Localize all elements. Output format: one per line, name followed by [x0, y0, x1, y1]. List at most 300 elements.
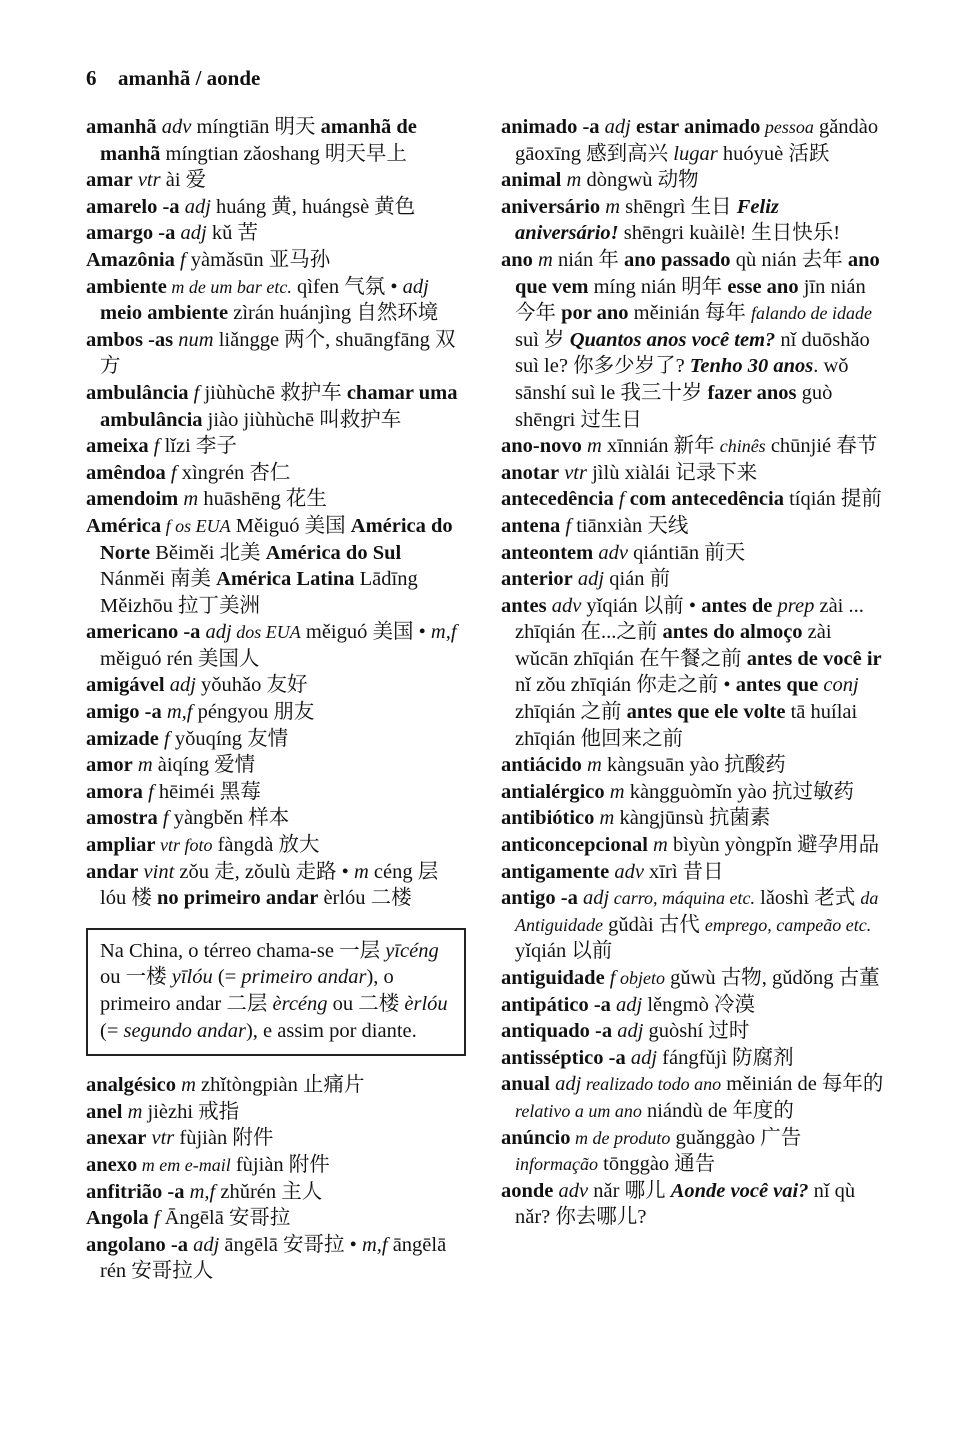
dictionary-entry	[501, 805, 886, 832]
translation-text: měinián de 每年的	[721, 1073, 884, 1096]
translation-text: míngtian zǎoshang 明天早上	[160, 142, 407, 165]
translation-text: āngēlā 安哥拉 •	[219, 1233, 362, 1256]
headword-text: antiguidade	[501, 967, 605, 989]
translation-text: qìfen 气氛 •	[291, 275, 403, 298]
label-text: prep	[772, 594, 815, 617]
headword-text: amigável	[86, 674, 165, 697]
headword-text: antes de você ir	[746, 647, 882, 670]
translation-text: nǐ duōshǎo suì le? 你多少岁了?	[515, 328, 870, 378]
dictionary-entry	[501, 433, 886, 460]
label-text: m de um bar etc.	[166, 276, 292, 297]
label-text: yīcéng	[385, 939, 439, 962]
dictionary-entry	[501, 752, 886, 779]
dictionary-entry	[501, 779, 886, 806]
label-text: f	[604, 967, 616, 989]
headword-text: anúncio	[501, 1126, 571, 1149]
dictionary-entry	[86, 1152, 466, 1179]
translation-text: (=	[100, 1019, 124, 1042]
label-text: m em e-mail	[137, 1154, 231, 1175]
dictionary-entry	[86, 433, 466, 460]
dictionary-entry	[86, 752, 466, 779]
dictionary-entry	[86, 327, 466, 380]
headword-text: antes	[501, 594, 547, 617]
label-text: conj	[818, 674, 859, 697]
label-text: f	[165, 461, 177, 484]
translation-text: shēngri kuàilè! 生日快乐!	[618, 222, 841, 245]
dictionary-entry	[501, 992, 886, 1019]
headword-text: por ano	[561, 302, 629, 325]
label-text: f	[157, 807, 169, 830]
headword-text: antipático -a	[501, 993, 611, 1016]
translation-text: kàngsuān yào 抗酸药	[601, 754, 786, 777]
dictionary-entry	[86, 1205, 466, 1232]
headword-text: antes do almoço	[662, 621, 803, 644]
dictionary-entry	[501, 1125, 886, 1178]
dictionary-entry	[86, 1125, 466, 1152]
dictionary-entry	[86, 114, 466, 167]
translation-text: Āngēlā 安哥拉	[159, 1207, 291, 1230]
label-text: objeto	[615, 968, 665, 988]
headword-text: América do Sul	[265, 541, 402, 564]
dictionary-entry	[86, 1179, 466, 1206]
label-text: adv	[609, 860, 644, 883]
translation-text: nǐ qù nǎr? 你去哪儿?	[515, 1179, 856, 1229]
translation-text: jièzhi 戒指	[142, 1100, 240, 1123]
headword-text: amargo -a	[86, 222, 176, 245]
label-text: m	[175, 1074, 196, 1097]
dictionary-entry	[501, 1178, 886, 1231]
translation-text: yǒuqíng 友情	[169, 727, 289, 750]
headword-text: aonde	[501, 1179, 554, 1202]
translation-text: ), o primeiro andar 二层	[100, 966, 394, 1015]
translation-text: Na China, o térreo chama-se 一层	[100, 939, 386, 962]
headword-text: América do Norte	[100, 514, 453, 564]
headword-text: anteontem	[501, 541, 594, 564]
translation-text: āngēlā rén 安哥拉人	[100, 1233, 447, 1283]
label-text: adj	[164, 674, 196, 697]
entry-list	[501, 114, 886, 1231]
dictionary-entry	[86, 859, 466, 912]
dictionary-entry	[501, 965, 886, 992]
headword-text: chamar uma ambulância	[100, 381, 458, 431]
dictionary-entry	[501, 566, 886, 593]
label-text: primeiro andar	[241, 966, 367, 989]
translation-text: gǎndào gāoxīng 感到高兴	[515, 116, 879, 165]
label-text: yīlóu	[171, 966, 213, 989]
dictionary-entry	[86, 167, 466, 194]
headword-text: América Latina	[216, 568, 355, 591]
dictionary-entry	[501, 1045, 886, 1072]
headword-text: antena	[501, 514, 561, 537]
label-text: èrcéng	[272, 993, 328, 1015]
translation-text: ou 二楼	[327, 993, 405, 1015]
label-text: m	[600, 195, 621, 218]
dictionary-entry	[86, 699, 466, 726]
translation-text: zhīqián 之前	[515, 701, 627, 724]
translation-text: ou 一楼	[100, 966, 172, 989]
translation-text: Měiguó 美国	[230, 514, 351, 537]
translation-text: měiguó 美国 •	[300, 621, 431, 644]
label-text: lugar	[673, 142, 718, 165]
translation-text: míngtiān 明天	[191, 116, 321, 138]
translation-text: guǎnggào 广告	[670, 1126, 802, 1149]
translation-text: tōnggào 通告	[598, 1153, 716, 1176]
headword-text: Amazônia	[86, 248, 175, 271]
label-text: adj	[610, 993, 643, 1016]
headword-text: anfitrião -a	[86, 1180, 185, 1203]
headword-text: ambulância	[86, 381, 189, 404]
label-text: m	[594, 807, 615, 830]
translation-text: měiguó rén 美国人	[100, 647, 260, 670]
translation-text: chūnjié 春节	[765, 435, 878, 458]
headword-text: antes de	[701, 594, 773, 617]
translation-text: lǐzi 李子	[159, 435, 237, 458]
translation-text: tā huílai zhīqián 他回来之前	[515, 701, 858, 750]
label-text: carro, máquina etc.	[609, 888, 756, 909]
headword-text: antibiótico	[501, 807, 595, 830]
label-text: vtr	[146, 1127, 175, 1150]
translation-text: ), e assim por diante.	[245, 1019, 417, 1042]
label-text: emprego, campeão etc.	[704, 914, 872, 935]
label-text: segundo andar	[123, 1019, 246, 1042]
translation-text: zài wǔcān zhīqián 在午餐之前	[515, 621, 832, 670]
headword-text: ambiente	[86, 275, 167, 298]
translation-text: kàngjūnsù 抗菌素	[614, 807, 771, 830]
headword-text: anexar	[86, 1127, 147, 1150]
headword-text: amigo -a	[86, 701, 162, 724]
label-text: adj	[550, 1073, 582, 1096]
label-text: èrlóu	[404, 993, 448, 1015]
label-text: m	[353, 860, 369, 883]
dictionary-entry	[86, 672, 466, 699]
label-text: m	[122, 1100, 143, 1123]
label-text: adv	[156, 116, 192, 138]
headword-text: ameixa	[86, 435, 149, 458]
translation-text: hēiméi 黑莓	[153, 780, 261, 803]
label-text: chinês	[719, 436, 766, 457]
translation-text: zhǔrén 主人	[215, 1180, 323, 1203]
headword-text: amizade	[86, 727, 159, 750]
label-text: f	[148, 435, 160, 458]
dictionary-entry	[501, 513, 886, 540]
translation-text: xīnnián 新年	[601, 435, 720, 458]
translation-text: kàngguòmǐn yào 抗过敏药	[624, 780, 855, 803]
translation-text: fùjiàn 附件	[174, 1127, 274, 1150]
label-text: m,f	[184, 1180, 216, 1203]
label-text: num	[173, 328, 214, 351]
headword-text: anual	[501, 1073, 550, 1096]
headword-text: amora	[86, 780, 143, 803]
label-text: m	[604, 780, 625, 803]
translation-text: fùjiàn 附件	[230, 1153, 330, 1176]
translation-text: zǒu 走, zǒulù 走路 •	[174, 860, 354, 883]
headword-text: aniversário	[501, 195, 601, 218]
dictionary-entry	[501, 247, 886, 433]
label-text: da Antiguidade	[515, 888, 879, 935]
translation-text: zài ... zhīqián 在...之前	[515, 594, 864, 644]
translation-text: huāshēng 花生	[198, 488, 327, 511]
translation-text: jīn nián 今年	[515, 275, 866, 325]
headword-text: amarelo -a	[86, 195, 180, 218]
dictionary-entry	[86, 1099, 466, 1126]
guide-words: amanhã / aonde	[118, 66, 261, 90]
headword-text: anel	[86, 1100, 123, 1123]
label-text: m	[581, 754, 602, 777]
headword-text: antiácido	[501, 754, 582, 777]
label-text: vtr	[132, 169, 161, 192]
dictionary-entry	[86, 247, 466, 274]
left-column	[86, 114, 466, 1285]
usage-note-box	[86, 928, 466, 1056]
translation-text: zhǐtòngpiàn 止痛片	[195, 1074, 365, 1097]
translation-text: yǐqián 以前	[515, 940, 613, 963]
headword-text: Angola	[86, 1207, 149, 1230]
label-text: m,f	[361, 1233, 388, 1256]
translation-text: Lādīng Měizhōu 拉丁美洲	[100, 568, 418, 617]
label-text: adj	[200, 621, 232, 644]
dictionary-entry	[86, 513, 466, 619]
page-number: 6	[86, 66, 97, 90]
label-text: m	[132, 754, 153, 777]
translation-text: bìyùn yòngpǐn 避孕用品	[667, 834, 880, 857]
headword-text: amostra	[86, 807, 158, 830]
dictionary-entry	[86, 274, 466, 327]
translation-text: měinián 每年	[628, 302, 751, 325]
label-text: adj	[625, 1046, 658, 1069]
headword-text: antes que	[735, 674, 819, 697]
dictionary-entry	[501, 114, 886, 167]
headword-text: fazer anos	[707, 381, 797, 404]
translation-text: qù nián 去年	[730, 248, 848, 271]
headword-text: amanhã	[86, 116, 157, 138]
translation-text: xìngrén 杏仁	[176, 461, 291, 484]
headword-text: antes que ele volte	[626, 701, 786, 724]
translation-text: péngyou 朋友	[192, 701, 315, 724]
label-text: f	[560, 514, 572, 537]
translation-text: huáng 黄, huángsè 黄色	[210, 195, 416, 218]
headword-text: amor	[86, 754, 133, 777]
headword-text: angolano -a	[86, 1233, 188, 1256]
translation-text: guò shēngri 过生日	[515, 381, 833, 431]
dictionary-entry	[86, 460, 466, 487]
dictionary-entry	[501, 885, 886, 965]
headword-text: ampliar	[86, 834, 156, 857]
dictionary-entry	[86, 1232, 466, 1285]
translation-text: niándù de 年度的	[641, 1099, 794, 1122]
headword-text: América	[86, 514, 162, 537]
label-text: vtr	[559, 461, 587, 484]
dictionary-entry	[501, 540, 886, 567]
label-text: m de produto	[570, 1127, 671, 1148]
translation-text: fángfǔjì 防腐剂	[657, 1046, 794, 1069]
label-text: realizado todo ano	[581, 1074, 722, 1095]
translation-text: qián 前	[604, 568, 671, 591]
dictionary-entry	[86, 619, 466, 672]
label-text: adj	[179, 195, 211, 218]
label-text: f	[142, 780, 154, 803]
headword-text: com antecedência	[624, 488, 784, 511]
translation-text: yàngběn 样本	[168, 807, 290, 830]
headword-text: antiquado -a	[501, 1020, 613, 1043]
label-text: adv	[546, 594, 582, 617]
dictionary-entry	[501, 486, 886, 513]
translation-text: nǐ zǒu zhīqián 你走之前 •	[515, 674, 736, 697]
label-text: m	[561, 169, 582, 192]
label-text: adj	[402, 275, 429, 298]
page-header	[86, 66, 260, 91]
label-text: adj	[572, 568, 605, 591]
label-text: m	[178, 488, 199, 511]
translation-text: nián 年	[552, 248, 625, 271]
translation-text: Nánměi 南美	[100, 568, 217, 591]
dictionary-entry	[86, 832, 466, 859]
label-text: relativo a um ano	[515, 1100, 642, 1121]
label-text: adv	[593, 541, 628, 564]
label-text: f	[174, 248, 186, 271]
label-text: vint	[138, 860, 175, 883]
translation-text: kǔ 苦	[206, 222, 258, 245]
dictionary-entry	[86, 220, 466, 247]
label-text: adj	[612, 1020, 644, 1043]
dictionary-entry	[86, 805, 466, 832]
translation-text: yǒuhǎo 友好	[195, 674, 308, 697]
headword-text: antecedência	[501, 488, 614, 511]
label-text: f	[148, 1207, 160, 1230]
label-text: f os EUA	[161, 515, 231, 536]
translation-text: yàmǎsūn 亚马孙	[185, 248, 331, 271]
label-text: m,f	[161, 701, 193, 724]
translation-text: míng nián 明年	[588, 275, 728, 298]
headword-text: ano-novo	[501, 435, 582, 458]
translation-text: xīrì 昔日	[643, 860, 724, 883]
translation-text: jiùhùchē 救护车	[199, 381, 347, 404]
headword-text: amar	[86, 169, 133, 192]
label-text: f	[613, 488, 625, 511]
label-text: m	[647, 834, 668, 857]
dictionary-entry	[501, 167, 886, 194]
headword-text: animal	[501, 169, 562, 192]
translation-text: tíqián 提前	[783, 488, 882, 511]
translation-text: jiào jiùhùchē 叫救护车	[202, 408, 402, 431]
dictionary-entry	[501, 593, 886, 753]
headword-text: anexo	[86, 1153, 138, 1176]
label-text: pessoa	[760, 117, 814, 137]
dictionary-entry	[501, 1018, 886, 1045]
dictionary-entry	[86, 194, 466, 221]
dictionary-entry	[86, 726, 466, 753]
translation-text: qiántiān 前天	[627, 541, 746, 564]
dictionary-entry	[86, 486, 466, 513]
headword-text: americano -a	[86, 621, 201, 644]
translation-text: yǐqián 以前 •	[581, 594, 702, 617]
translation-text: dòngwù 动物	[581, 169, 699, 192]
right-column	[501, 114, 886, 1231]
translation-text: ài 爱	[160, 169, 207, 192]
headword-text: antigamente	[501, 860, 610, 883]
translation-text: lěngmò 冷漠	[642, 993, 755, 1016]
label-text: vtr foto	[155, 835, 213, 856]
label-text: falando de idade	[750, 303, 872, 324]
headword-text: animado -a	[501, 116, 600, 138]
label-text: dos EUA	[231, 622, 301, 643]
dictionary-entry	[501, 460, 886, 487]
headword-text: amanhã de manhã	[100, 116, 417, 165]
translation-text: . wǒ sānshí suì le 我三十岁	[515, 355, 849, 404]
headword-text: amêndoa	[86, 461, 166, 484]
headword-text: amendoim	[86, 488, 179, 511]
label-text: m	[581, 435, 602, 458]
translation-text: gǔdài 古代	[603, 913, 705, 936]
translation-text: gǔwù 古物, gǔdǒng 古董	[665, 967, 880, 989]
label-text: adj	[599, 116, 631, 138]
translation-text: tiānxiàn 天线	[571, 514, 689, 537]
label-text: m	[532, 248, 553, 271]
translation-text: suì 岁	[515, 328, 570, 351]
headword-text: antialérgico	[501, 780, 605, 803]
translation-text: liǎngge 两个, shuāngfāng 双方	[100, 328, 456, 378]
translation-text: zìrán huánjìng 自然环境	[228, 302, 439, 325]
translation-text: jìlù xiàlái 记录下来	[586, 461, 758, 484]
headword-text: anterior	[501, 568, 573, 591]
headword-text: ambos -as	[86, 328, 174, 351]
label-text: m,f	[430, 621, 457, 644]
translation-text: èrlóu 二楼	[318, 887, 412, 910]
headword-text: meio ambiente	[100, 302, 229, 325]
translation-text: àiqíng 爱情	[152, 754, 256, 777]
headword-text: antisséptico -a	[501, 1046, 626, 1069]
translation-text: huóyuè 活跃	[717, 142, 830, 165]
translation-text: fàngdà 放大	[212, 834, 320, 857]
translation-text: céng 层 lóu 楼	[100, 860, 439, 910]
headword-text: andar	[86, 860, 139, 883]
translation-text: (=	[212, 966, 242, 989]
headword-text: analgésico	[86, 1074, 176, 1097]
label-text: adj	[577, 887, 610, 910]
entry-list	[86, 114, 466, 912]
label-text: informação	[515, 1154, 598, 1175]
translation-text: Běiměi 北美	[150, 541, 266, 564]
label-text: adj	[187, 1233, 220, 1256]
headword-text: esse ano	[727, 275, 799, 298]
label-text: adj	[175, 222, 207, 245]
label-text: Feliz aniversário!	[515, 195, 779, 245]
dictionary-entry	[86, 380, 466, 433]
dictionary-entry	[501, 859, 886, 886]
dictionary-entry	[501, 832, 886, 859]
translation-text: shēngrì 生日	[620, 195, 737, 218]
label-text: Quantos anos você tem?	[569, 328, 776, 351]
dictionary-entry	[501, 1071, 886, 1124]
translation-text: lǎoshì 老式	[755, 887, 861, 910]
headword-text: anticoncepcional	[501, 834, 648, 857]
headword-text: ano	[501, 248, 533, 271]
dictionary-entry	[501, 194, 886, 247]
label-text: f	[158, 727, 170, 750]
label-text: Aonde você vai?	[670, 1179, 809, 1202]
label-text: adv	[553, 1179, 589, 1202]
label-text: f	[188, 381, 200, 404]
headword-text: ano que vem	[515, 248, 880, 298]
translation-text: guòshí 过时	[643, 1020, 750, 1043]
headword-text: no primeiro andar	[156, 887, 319, 910]
dictionary-entry	[86, 779, 466, 806]
headword-text: ano passado	[624, 248, 731, 271]
headword-text: anotar	[501, 461, 560, 484]
headword-text: antigo -a	[501, 887, 578, 910]
label-text: Tenho 30 anos	[689, 355, 814, 378]
headword-text: estar animado	[630, 116, 761, 138]
dictionary-entry	[86, 1072, 466, 1099]
